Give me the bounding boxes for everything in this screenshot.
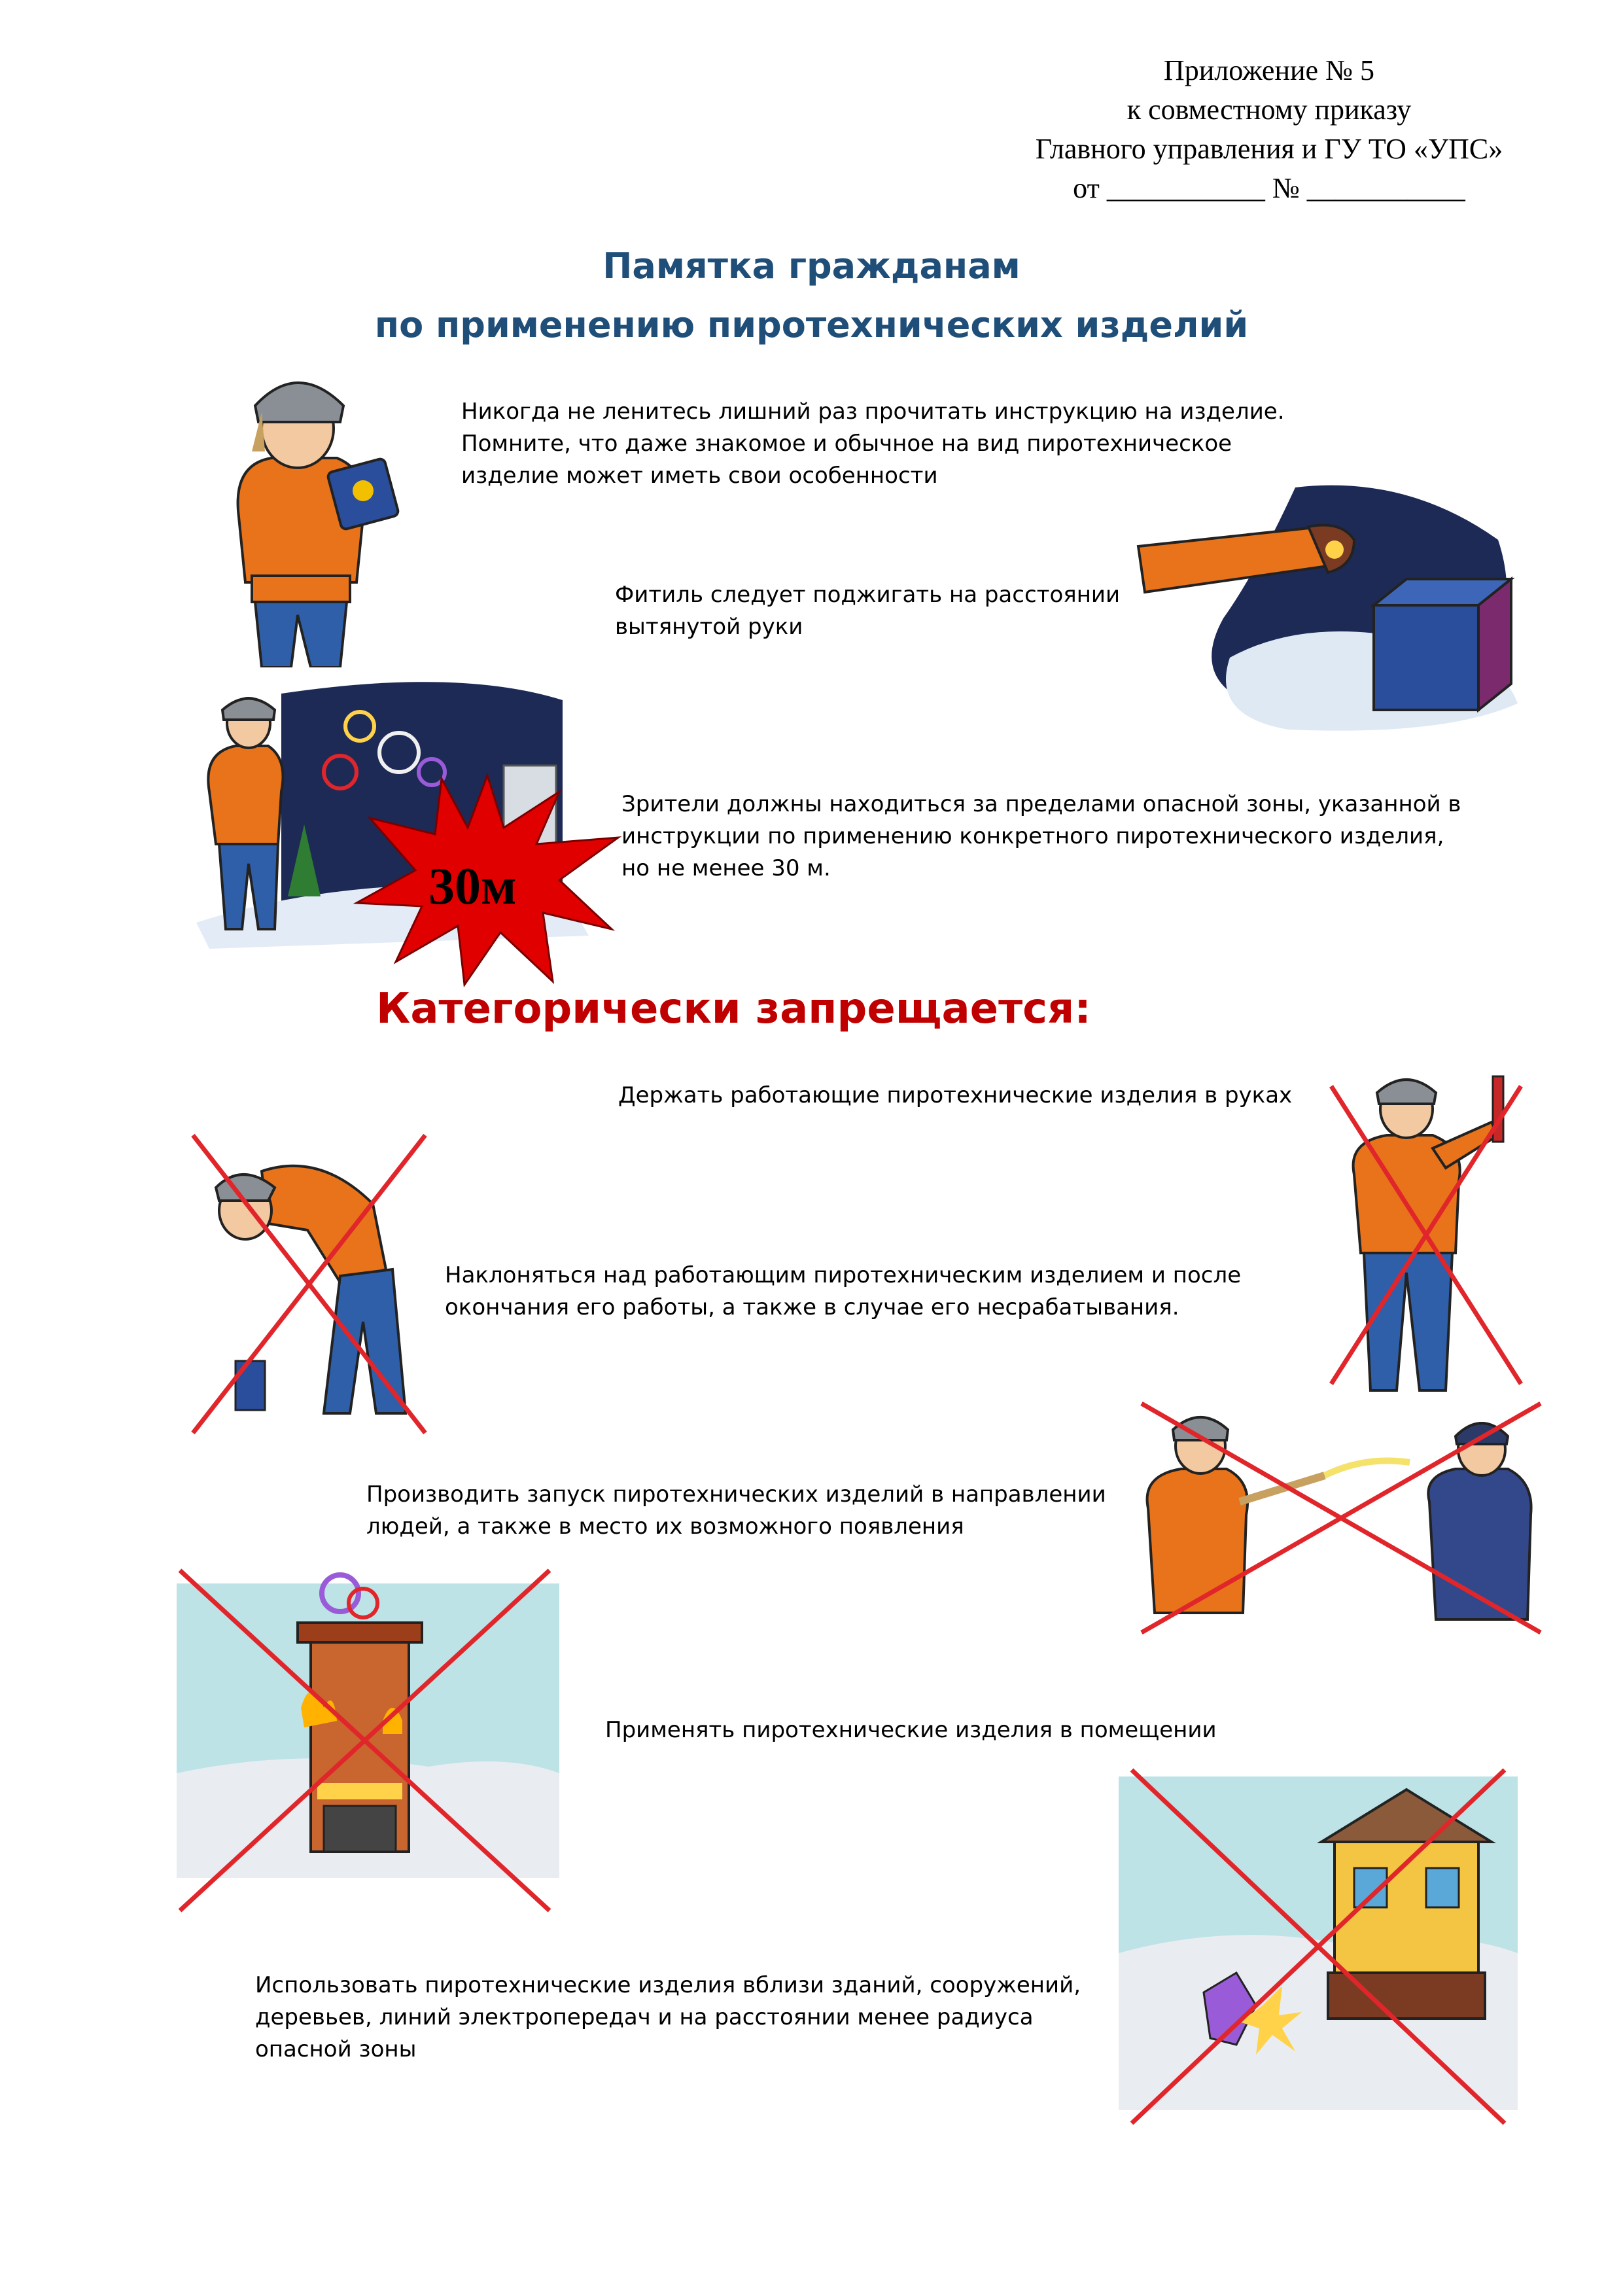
tip-read-instructions: Никогда не ленитесь лишний раз прочитать инструкцию на изделие. Помните, что даже знакомое и обычное на вид пиротехническое изделие может иметь свои особенности: [461, 398, 1285, 489]
crossed-aiming-at-people-illustration: [1135, 1397, 1547, 1639]
crossed-burning-building-illustration: [167, 1557, 566, 1924]
lighting-fuse-illustration: [1132, 468, 1524, 736]
page-subtitle: по применению пиротехнических изделий: [374, 304, 1249, 345]
distance-badge-label: 30м: [428, 858, 517, 915]
forbidden-indoors: Применять пиротехнические изделия в помещении: [605, 1717, 1217, 1743]
crossed-holding-firework-illustration: [1321, 1063, 1537, 1404]
forbidden-hold-in-hands: Держать работающие пиротехнические изделия в руках: [618, 1082, 1293, 1108]
crossed-leaning-over-illustration: [190, 1125, 438, 1439]
page-title: Памятка гражданам: [602, 245, 1021, 287]
crossed-near-building-illustration: [1106, 1757, 1524, 2143]
forbidden-near-buildings: Использовать пиротехнические изделия вблизи зданий, сооружений, деревьев, линий электропередач и на расстоянии менее радиуса опасной зоны: [255, 1972, 1081, 2062]
issuing-authority: Главного управления и ГУ ТО «УПС»: [1035, 133, 1503, 165]
tip-fuse-distance: Фитиль следует поджигать на расстоянии вытянутой руки: [615, 582, 1121, 640]
appendix-number: Приложение № 5: [1163, 54, 1375, 86]
order-date-number: от ___________ № ___________: [1073, 172, 1465, 204]
document-header: [903, 51, 1623, 208]
man-reading-instructions-illustration: [200, 366, 409, 667]
forbidden-lean-over: Наклоняться над работающим пиротехническим изделием и после окончания его работы, а также в случае его несрабатывания.: [445, 1262, 1242, 1320]
forbidden-aim-at-people: Производить запуск пиротехнических изделий в направлении людей, а также в место их возможного появления: [366, 1481, 1106, 1540]
tip-spectators-distance: Зрители должны находиться за пределами опасной зоны, указанной в инструкции по применению конкретного пиротехнического изделия, но не менее 30 м.: [621, 791, 1461, 881]
order-reference: к совместному приказу: [1126, 94, 1412, 126]
forbidden-heading: Категорически запрещается:: [376, 985, 1091, 1033]
